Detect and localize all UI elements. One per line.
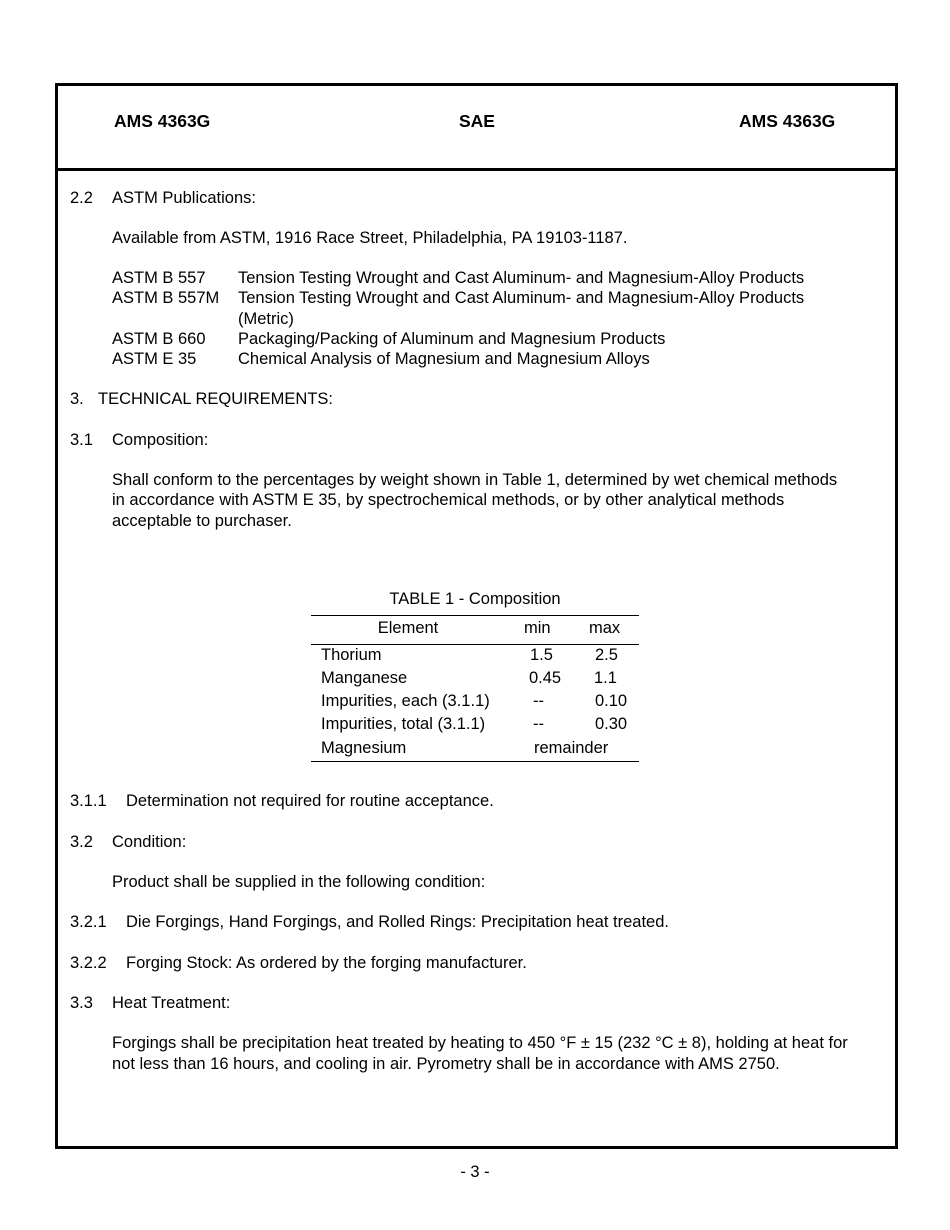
section-number: 3.1.1 [70,792,107,810]
section-number: 3.2.1 [70,913,107,931]
paragraph-line: acceptable to purchaser. [112,512,292,530]
header-org: SAE [459,111,495,131]
table-caption: TABLE 1 - Composition [389,590,561,608]
paragraph-line: not less than 16 hours, and cooling in air. Pyrometry shall be in accordance with AMS 2750. [112,1055,780,1073]
table-cell-max: 0.10 [595,692,628,710]
table-cell-element: Manganese [321,669,408,687]
paragraph: Die Forgings, Hand Forgings, and Rolled Rings: Precipitation heat treated. [126,913,669,931]
section-title: Heat Treatment: [112,994,231,1012]
paragraph-line: Shall conform to the percentages by weight shown in Table 1, determined by wet chemical methods [112,471,838,489]
paragraph: Determination not required for routine acceptance. [126,792,494,810]
paragraph-line: Forgings shall be precipitation heat treated by heating to 450 °F ± 15 (232 °C ± 8), holding at heat for [112,1034,848,1052]
section-number: 3. [70,390,84,408]
header-doc-code-right: AMS 4363G [739,111,836,131]
section-title: Composition: [112,431,209,449]
reference-title: Chemical Analysis of Magnesium and Magnesium Alloys [238,350,650,368]
table-top-rule [311,615,639,616]
table-cell-element: Magnesium [321,739,407,757]
section-title: Condition: [112,833,187,851]
section-number: 3.2.2 [70,954,107,972]
table-cell-min: -- [533,692,544,710]
section-title: ASTM Publications: [112,189,256,207]
table-header-min: min [524,619,551,637]
section-number: 3.2 [70,833,93,851]
table-cell-min: -- [533,715,544,733]
paragraph: Product shall be supplied in the following condition: [112,873,486,891]
reference-code: ASTM B 660 [112,330,206,348]
table-cell-remainder: remainder [534,739,609,757]
table-cell-min: 0.45 [529,669,562,687]
table-cell-element: Thorium [321,646,382,664]
page-header [58,86,895,171]
reference-code: ASTM B 557M [112,289,220,307]
page-number: - 3 - [460,1163,490,1181]
reference-code: ASTM E 35 [112,350,197,368]
paragraph-line: in accordance with ASTM E 35, by spectrochemical methods, or by other analytical methods [112,491,785,509]
paragraph: Available from ASTM, 1916 Race Street, Philadelphia, PA 19103-1187. [112,229,628,247]
table-cell-min: 1.5 [530,646,553,664]
table-cell-element: Impurities, each (3.1.1) [321,692,490,710]
reference-title: Tension Testing Wrought and Cast Aluminum- and Magnesium-Alloy Products [238,269,805,287]
reference-title: Packaging/Packing of Aluminum and Magnesium Products [238,330,666,348]
paragraph: Forging Stock: As ordered by the forging manufacturer. [126,954,527,972]
reference-title-continued: (Metric) [238,310,294,328]
table-cell-max: 1.1 [594,669,617,687]
table-cell-element: Impurities, total (3.1.1) [321,715,486,733]
table-header-max: max [589,619,621,637]
reference-code: ASTM B 557 [112,269,206,287]
reference-title: Tension Testing Wrought and Cast Aluminum- and Magnesium-Alloy Products [238,289,805,307]
section-title: TECHNICAL REQUIREMENTS: [98,390,333,408]
header-doc-code-left: AMS 4363G [114,111,211,131]
table-cell-max: 0.30 [595,715,628,733]
section-number: 3.1 [70,431,93,449]
table-bottom-rule [311,761,639,762]
table-header-element: Element [377,619,439,637]
section-number: 3.3 [70,994,93,1012]
table-cell-max: 2.5 [595,646,618,664]
section-number: 2.2 [70,189,93,207]
